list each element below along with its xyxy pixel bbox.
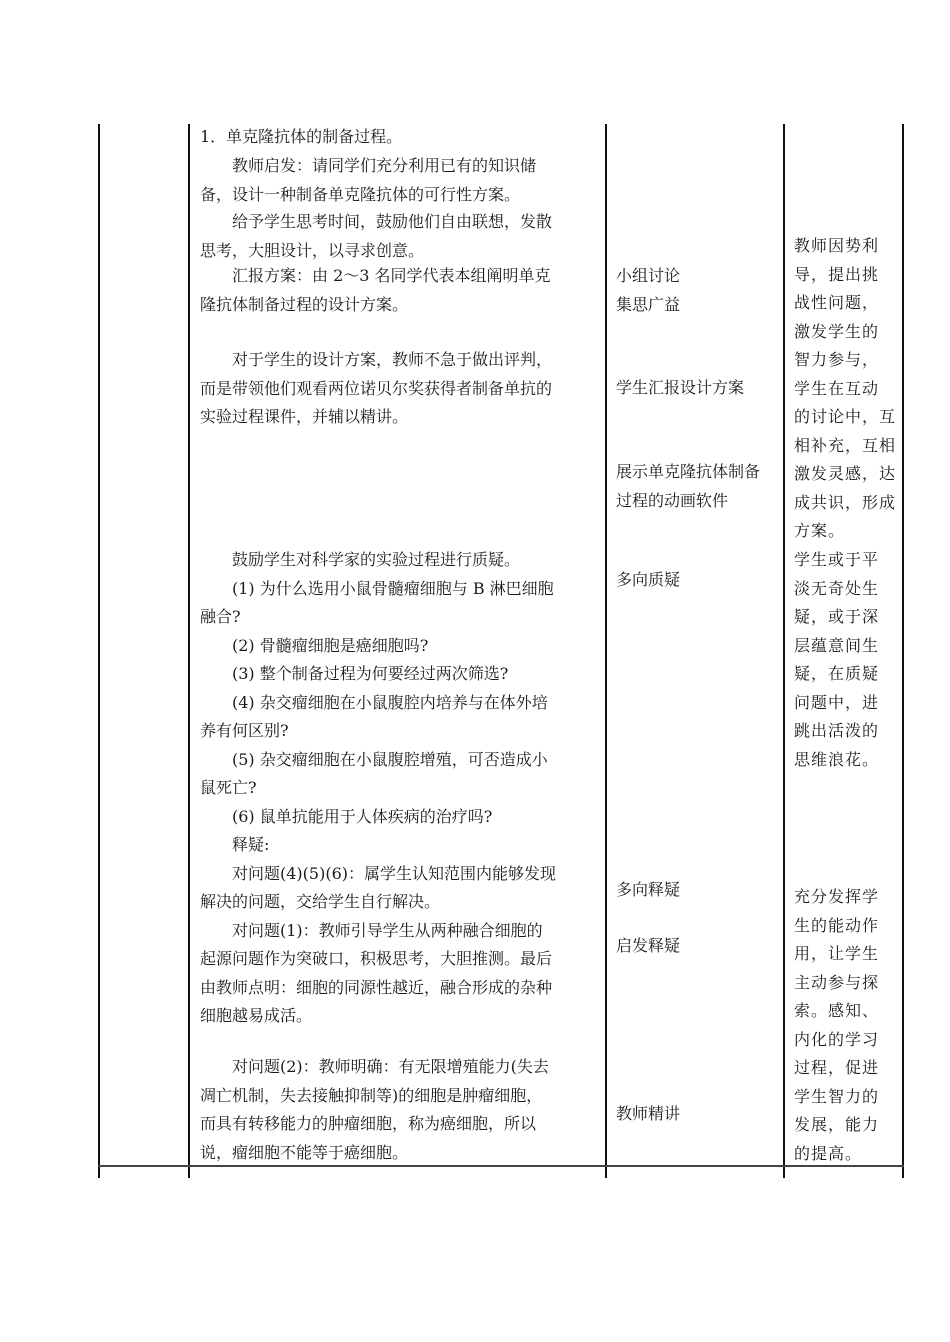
col3-comment-3 (794, 883, 879, 1168)
text-line: 索。感知、 (794, 1001, 880, 1020)
text-line: 备，设计一种制备单克隆抗体的可行性方案。 (200, 184, 521, 204)
text-line: 汇报方案：由 2～3 名同学代表本组阐明单克 (200, 266, 551, 285)
col3-comment-1 (794, 232, 896, 546)
text-line: 启发释疑 (616, 936, 681, 955)
text-line: 解决的问题，交给学生自行解决。 (200, 892, 441, 911)
text-line: 教师启发：请同学们充分利用已有的知识储 (200, 156, 537, 175)
text-line: 对问题(2)：教师明确：有无限增殖能力(失去 (200, 1057, 549, 1076)
text-line: 成共识，形成 (794, 492, 897, 512)
col1-step-title (200, 123, 402, 152)
text-line: (2) 骨髓瘤细胞是癌细胞吗? (200, 635, 429, 655)
text-line: 用，让学生 (794, 944, 880, 963)
col2-group-discussion (616, 262, 680, 319)
text-line: 发展，能力 (794, 1115, 880, 1134)
column-divider-3 (783, 124, 785, 1178)
text-line: (1) 为什么选用小鼠骨髓瘤细胞与 B 淋巴细胞 (200, 578, 554, 598)
col2-teacher-lecture (616, 1100, 680, 1129)
text-line: 学生智力的 (794, 1086, 880, 1106)
text-line: 学生汇报设计方案 (616, 378, 745, 397)
col1-teacher-prompt (200, 152, 536, 209)
text-line: 过程的动画软件 (616, 490, 729, 510)
col2-multi-questioning (616, 566, 680, 595)
text-line: 养有何区别? (200, 721, 289, 740)
text-line: 对于学生的设计方案，教师不急于做出评判， (200, 350, 553, 369)
text-line: 问题中，进 (794, 692, 880, 712)
col1-question2-answer (200, 1053, 549, 1167)
text-line: 隆抗体制备过程的设计方案。 (200, 294, 409, 314)
text-line: 而是带领他们观看两位诺贝尔奖获得者制备单抗的 (200, 378, 553, 398)
col2-student-report (616, 374, 744, 403)
text-line: 跳出活泼的 (794, 721, 880, 740)
text-line: 由教师点明：细胞的同源性越近，融合形成的杂种 (200, 977, 553, 997)
text-line: 主动参与探 (794, 972, 880, 992)
text-line: 层蕴意间生 (794, 635, 880, 655)
text-line: 内化的学习 (794, 1029, 880, 1049)
text-line: 起源问题作为突破口，积极思考，大胆推测。最后 (200, 949, 553, 968)
text-line: (5) 杂交瘤细胞在小鼠腹腔增殖，可否造成小 (200, 749, 548, 769)
text-line: 疑，在质疑 (794, 664, 880, 683)
text-line: 生的能动作 (794, 915, 880, 935)
text-line: 说，瘤细胞不能等于癌细胞。 (200, 1142, 409, 1162)
col1-report-plan (200, 262, 551, 319)
text-line: 展示单克隆抗体制备 (616, 462, 761, 481)
text-line: 鼓励学生对科学家的实验过程进行质疑。 (200, 550, 521, 569)
text-line: 多向质疑 (616, 570, 681, 589)
text-line: 实验过程课件，并辅以精讲。 (200, 407, 409, 426)
text-line: 1．单克隆抗体的制备过程。 (200, 127, 403, 146)
text-line: 激发灵感，达 (794, 464, 897, 483)
text-line: 鼠死亡? (200, 778, 257, 797)
text-line: 融合? (200, 607, 241, 626)
text-line: (3) 整个制备过程为何要经过两次筛选? (200, 664, 509, 683)
text-line: 对问题(1)：教师引导学生从两种融合细胞的 (200, 920, 543, 940)
text-line: 思考，大胆设计，以寻求创意。 (200, 240, 425, 260)
text-line: 思维浪花。 (794, 749, 880, 769)
text-line: 的讨论中，互 (794, 407, 897, 426)
text-line: 导，提出挑 (794, 264, 880, 284)
col1-questioning (200, 546, 556, 1031)
text-line: 对问题(4)(5)(6)：属学生认知范围内能够发现 (200, 863, 556, 883)
text-line: 学生或于平 (794, 550, 880, 569)
col3-comment-2 (794, 546, 879, 774)
text-line: 细胞越易成活。 (200, 1006, 313, 1025)
text-line: 战性问题， (794, 293, 880, 312)
text-line: 给予学生思考时间，鼓励他们自由联想，发散 (200, 212, 553, 231)
text-line: (6) 鼠单抗能用于人体疾病的治疗吗? (200, 806, 493, 826)
text-line: 而具有转移能力的肿瘤细胞，称为癌细胞，所以 (200, 1114, 537, 1133)
text-line: 多向释疑 (616, 880, 681, 899)
text-line: 集思广益 (616, 294, 681, 314)
text-line: 的提高。 (794, 1143, 863, 1163)
text-line: (4) 杂交瘤细胞在小鼠腹腔内培养与在体外培 (200, 692, 548, 712)
text-line: 教师因势利 (794, 236, 880, 255)
text-line: 智力参与， (794, 350, 880, 369)
col2-animation-software (616, 458, 760, 515)
text-line: 过程，促进 (794, 1058, 880, 1077)
text-line: 疑，或于深 (794, 607, 880, 626)
text-line: 学生在互动 (794, 378, 880, 398)
col2-multi-explanation (616, 876, 680, 905)
text-line: 相补充，互相 (794, 435, 897, 455)
table-left-border (98, 124, 100, 1178)
col1-evaluate-plan (200, 346, 552, 432)
col2-inspire-explanation (616, 932, 680, 961)
col1-thinking-time (200, 208, 552, 265)
text-line: 充分发挥学 (794, 887, 880, 906)
text-line: 激发学生的 (794, 321, 880, 341)
column-divider-1 (188, 124, 190, 1178)
column-divider-2 (605, 124, 607, 1178)
table-right-border (902, 124, 904, 1178)
text-line: 释疑: (200, 835, 270, 854)
text-line: 教师精讲 (616, 1104, 681, 1123)
text-line: 淡无奇处生 (794, 578, 880, 598)
text-line: 小组讨论 (616, 266, 681, 285)
text-line: 凋亡机制，失去接触抑制等)的细胞是肿瘤细胞， (200, 1085, 543, 1105)
text-line: 方案。 (794, 521, 846, 540)
